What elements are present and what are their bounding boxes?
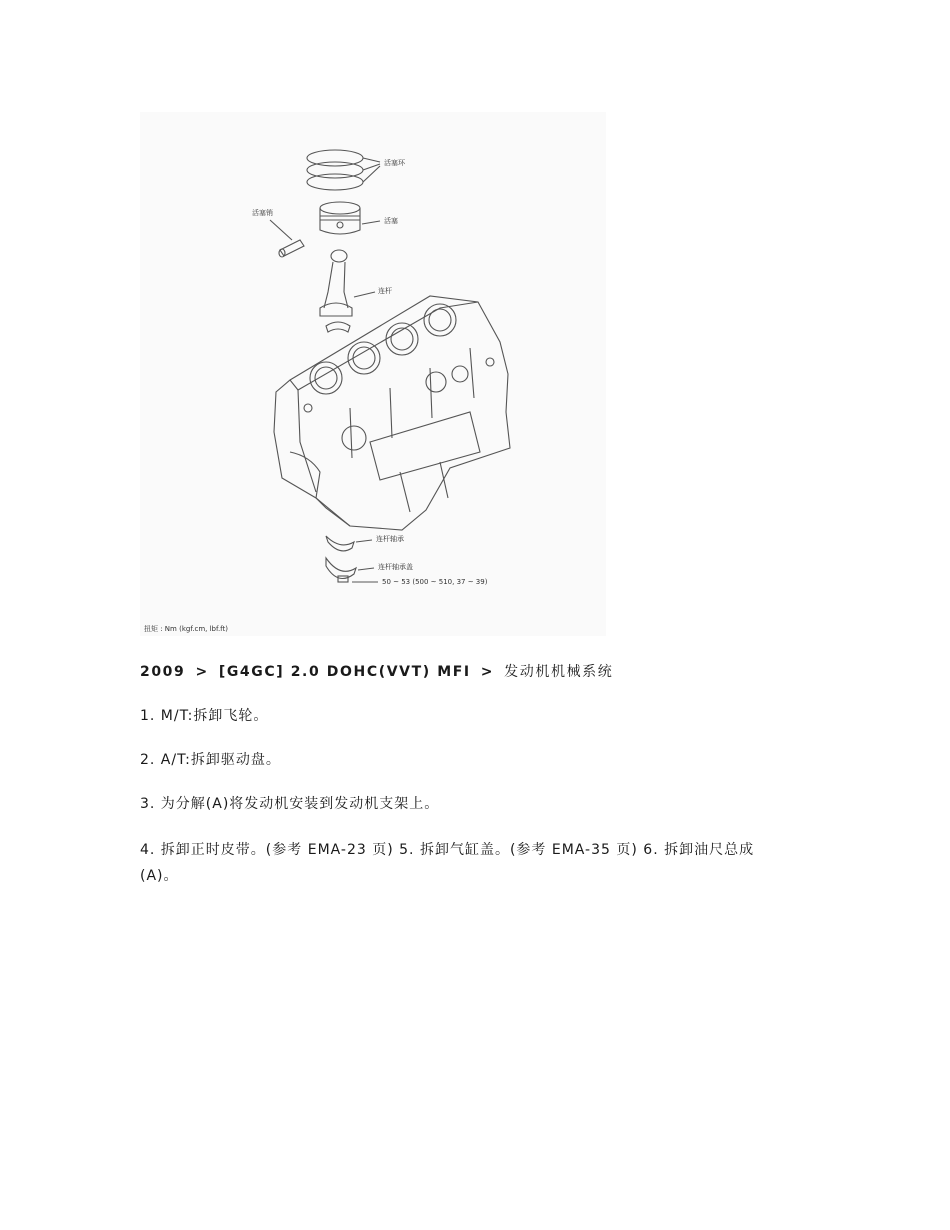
- piston-rings-drawing: [307, 150, 363, 190]
- cylinder-block-drawing: [274, 296, 510, 530]
- rod-bearing-drawing: [326, 536, 354, 551]
- callout-piston: 活塞: [384, 217, 398, 225]
- figure-caption: 扭矩 : Nm (kgf.cm, lbf.ft): [144, 625, 228, 633]
- engine-block-diagram: [140, 112, 606, 636]
- step-4-line-1: 4. 拆卸正时皮带。(参考 EMA-23 页) 5. 拆卸气缸盖。(参考 EMA-35 页) 6. 拆卸油尺总成: [140, 842, 755, 858]
- engine-block-illustration: [140, 112, 606, 636]
- callout-rod-bearing: 连杆轴承: [376, 535, 404, 543]
- piston-pin-drawing: [279, 240, 304, 257]
- callout-piston-pin: 活塞销: [252, 209, 273, 217]
- step-4-line-2: (A)。: [140, 868, 179, 884]
- breadcrumb-year: 2009: [140, 664, 186, 680]
- piston-drawing: [320, 202, 360, 234]
- breadcrumb-section: 发动机机械系统: [504, 664, 614, 680]
- breadcrumb-engine: [G4GC] 2.0 DOHC(VVT) MFI: [218, 664, 471, 680]
- connecting-rod-drawing: [320, 250, 352, 316]
- step-4-paragraph: [140, 837, 820, 889]
- step-3: 3. 为分解(A)将发动机安装到发动机支架上。: [140, 796, 440, 812]
- callout-rod-bearing-cap: 连杆轴承盖: [378, 563, 413, 571]
- callout-torque-value: 50 ~ 53 (500 ~ 510, 37 ~ 39): [382, 578, 488, 586]
- breadcrumb-separator: >: [195, 664, 209, 680]
- rod-bearing-cap-drawing: [326, 558, 356, 582]
- callout-piston-rings: 活塞环: [384, 159, 405, 167]
- callout-connecting-rod: 连杆: [378, 287, 392, 295]
- step-1: 1. M/T:拆卸飞轮。: [140, 708, 269, 724]
- breadcrumb: [140, 662, 613, 682]
- breadcrumb-separator: >: [480, 664, 495, 680]
- step-2: 2. A/T:拆卸驱动盘。: [140, 752, 281, 768]
